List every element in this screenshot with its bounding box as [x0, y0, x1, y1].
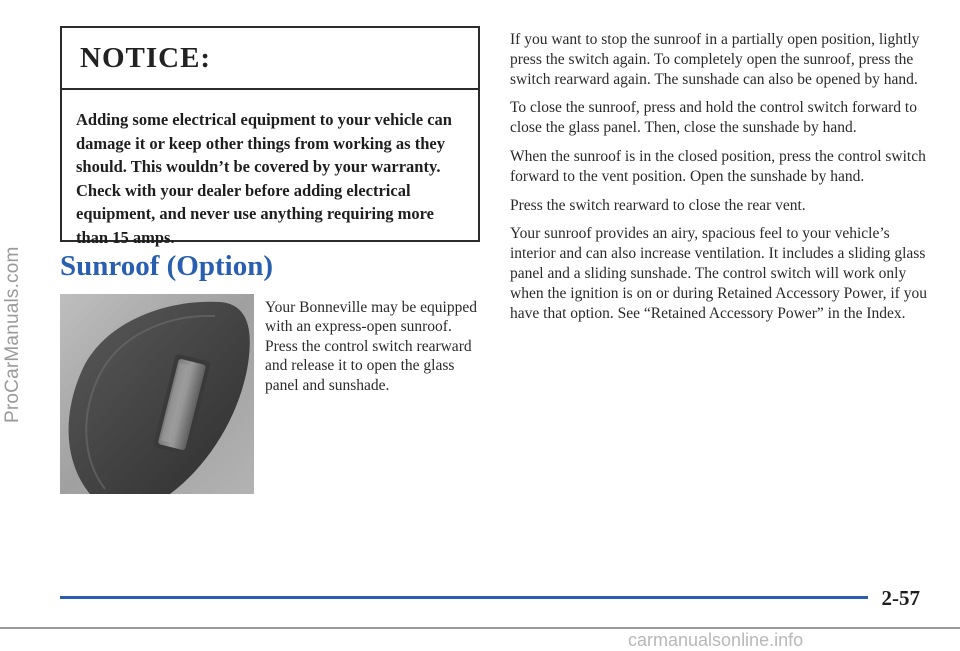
notice-box — [60, 26, 480, 247]
notice-text: Adding some electrical equipment to your vehicle can damage it or keep other things from working as they should. This wouldn’t be covered by your warranty. Check with your dealer before adding electrical equipment, and never use anything requiring more than 15 amps. — [76, 110, 452, 247]
notice-title: NOTICE: — [80, 41, 212, 74]
paragraph: To close the sunroof, press and hold the control switch forward to close the glass panel. Then, close the sunshade by hand. — [510, 99, 917, 137]
paragraph: When the sunroof is in the closed position, press the control switch forward to the vent position. Open the sunshade by hand. — [510, 147, 926, 185]
footer-rule — [60, 596, 868, 599]
right-column — [510, 30, 930, 332]
bottom-divider — [0, 627, 960, 629]
bottom-watermark: carmanualsonline.info — [628, 630, 804, 650]
page-number: 2-57 — [881, 586, 920, 610]
section-title: Sunroof (Option) — [60, 250, 273, 282]
sunroof-switch-photo — [60, 294, 254, 494]
sunroof-intro-text: Your Bonneville may be equipped with an express-open sunroof. Press the control switch rearward and release it to open the glass panel and sunshade. — [265, 299, 477, 394]
paragraph: Your sunroof provides an airy, spacious feel to your vehicle’s interior and can also increase ventilation. It includes a sliding glass panel and a sliding sunshade. The control switch will work only when the ignition is on or during Retained Accessory Power, if you have that option. See “Retained Accessory Power” in the Index. — [510, 225, 927, 322]
paragraph: Press the switch rearward to close the rear vent. — [510, 196, 806, 214]
notice-header — [62, 28, 478, 90]
paragraph: If you want to stop the sunroof in a partially open position, lightly press the switch again. To completely open the sunroof, press the switch rearward again. The sunshade can also be opened by hand. — [510, 31, 920, 88]
side-watermark: ProCarManuals.com — [2, 246, 23, 424]
